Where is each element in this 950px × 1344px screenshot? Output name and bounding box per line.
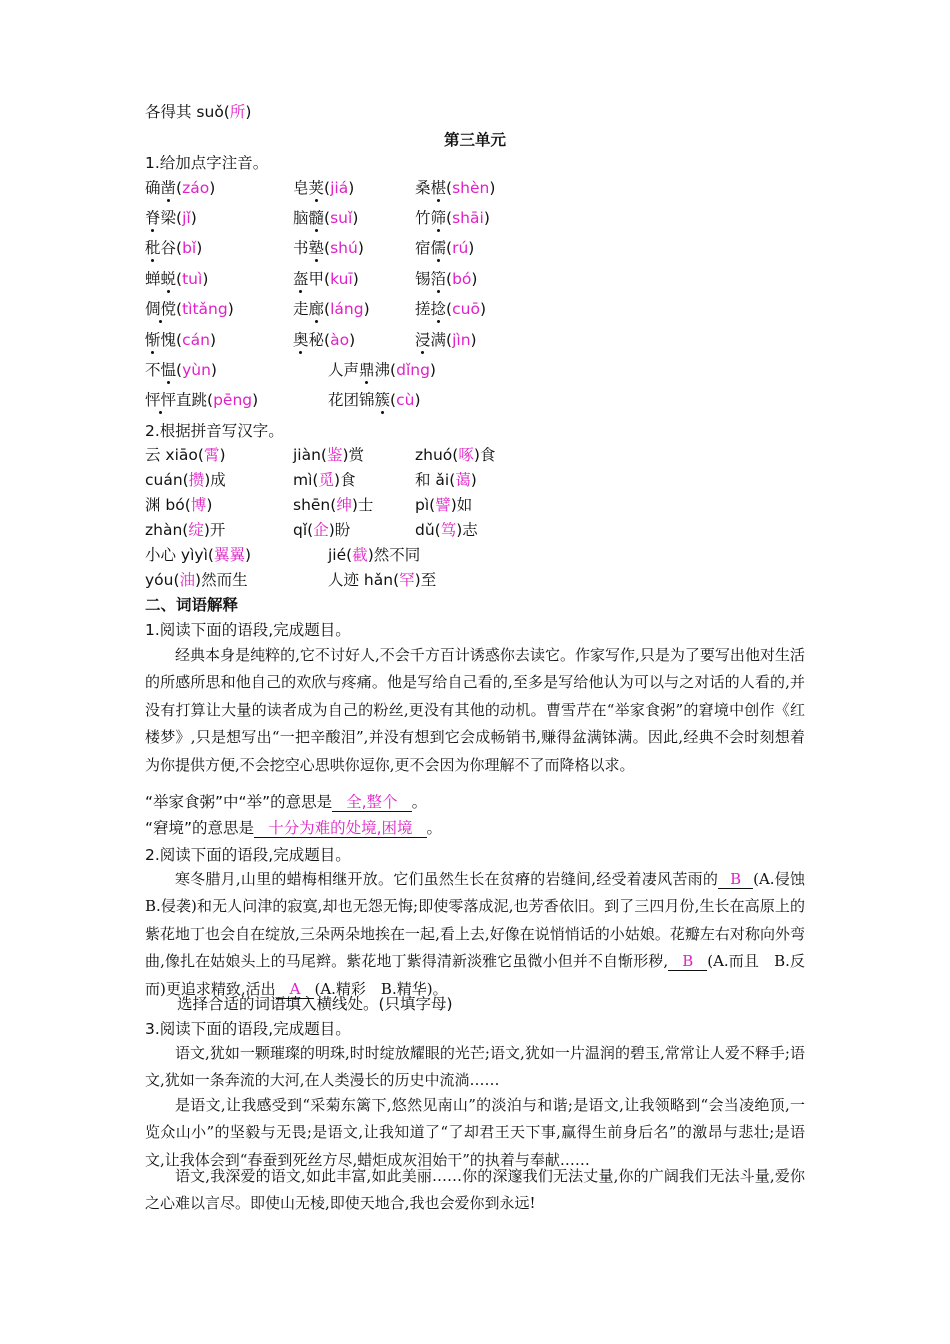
answer: 截 xyxy=(352,546,368,564)
pinyin-item: cuán(攒)成 xyxy=(145,471,226,489)
phonetic-item: 锡箔(bó) xyxy=(415,270,478,288)
s2q1-paragraph: 经典本身是纯粹的,它不讨好人,不会千方百计诱惑你去读它。作家写作,只是为了要写出他对生活的所感所思和他自己的欢欣与疼痛。他是写给自己看的,至多是写给他认为可以与之对话的人看的,并没有打算让大量的读者成为自己的粉丝,更没有其他的动机。曹雪芹在“举家食粥”的窘境中创作《红楼梦》,只是想写出“一把辛酸泪”,并没有想到它会成畅销书,赚得盆满钵满。因此,经典不会时刻想着为你提供方便,不会挖空心思哄你逗你,更不会因为你理解不了而降格以求。 xyxy=(145,646,805,774)
phonetic-item: 惭愧(cán) xyxy=(145,331,217,349)
s2q1-title: 1.阅读下面的语段,完成题目。 xyxy=(145,621,351,639)
s2q3-paragraph3: 语文,我深爱的语文,如此丰富,如此美丽……你的深邃我们无法丈量,你的广阔我们无法斗量,爱你之心难以言尽。即使山无棱,即使天地合,我也会爱你到永远! xyxy=(145,1167,805,1213)
dotted-char: 奥 xyxy=(293,331,309,349)
pinyin-item: mì(觅)食 xyxy=(293,471,356,489)
answer: pēng xyxy=(213,391,253,409)
dotted-char: 惭 xyxy=(145,331,161,349)
answer: 绽 xyxy=(188,521,204,539)
pinyin-item: dǔ(笃)志 xyxy=(415,521,478,539)
phonetic-item: 秕谷(bǐ) xyxy=(145,239,203,257)
dotted-char: 捻 xyxy=(430,300,447,318)
s2q1-answer2: “窘境”的意思是 十分为难的处境,困境 。 xyxy=(145,819,443,837)
answer: 霄 xyxy=(203,446,220,464)
pinyin-item: 云 xiāo(霄) xyxy=(145,446,226,464)
phonetic-item: 皂荚(jiá) xyxy=(293,179,355,197)
pinyin-item: qǐ(企)盼 xyxy=(293,521,351,539)
dotted-char: 怦怦 xyxy=(145,391,177,409)
answer: jǐ xyxy=(182,209,191,227)
dotted-char: 廊 xyxy=(308,300,325,318)
dotted-char: 髓 xyxy=(308,209,325,227)
top-line: 各得其 suǒ(所) xyxy=(145,103,252,121)
pinyin-item: shēn(绅)士 xyxy=(293,496,374,514)
s2q3-title: 3.阅读下面的语段,完成题目。 xyxy=(145,1020,351,1038)
dotted-char: 儒 xyxy=(430,239,447,257)
answer: bó xyxy=(452,270,472,288)
dotted-char: 凿 xyxy=(160,179,177,197)
q1-title: 1.给加点字注音。 xyxy=(145,154,269,172)
phonetic-item: 浸满(jìn) xyxy=(415,331,477,349)
answer: 博 xyxy=(190,496,207,514)
answer: cán xyxy=(182,331,210,349)
dotted-char: 盔 xyxy=(293,270,309,288)
answer: 笃 xyxy=(440,521,457,539)
answer: cù xyxy=(396,391,415,409)
s2q3-paragraph2: 是语文,让我感受到“采菊东篱下,悠然见南山”的淡泊与和谐;是语文,让我领略到“会当凌绝顶,一览众山小”的坚毅与无畏;是语文,让我知道了“了却君王天下事,赢得生前身后名”的激昂与悲壮;是语文,让我体会到“春蚕到死丝方尽,蜡炬成灰泪始干”的执着与奉献…… xyxy=(145,1096,805,1169)
dotted-char: 鼎 xyxy=(359,361,375,379)
answer: bǐ xyxy=(182,239,197,257)
dotted-char: 脊 xyxy=(145,209,161,227)
answer: B xyxy=(668,952,707,971)
answer: A xyxy=(276,980,315,999)
answer: shāi xyxy=(452,209,484,227)
phonetic-item: 脊梁(jǐ) xyxy=(145,209,197,227)
dotted-char: 蜕 xyxy=(160,270,177,288)
answer: 啄 xyxy=(458,446,474,464)
s2q2-note: 选择合适的词语填入横线处。(只填字母) xyxy=(177,995,453,1013)
dotted-char: 愠 xyxy=(160,361,177,379)
phonetic-item: 搓捻(cuō) xyxy=(415,300,486,318)
dotted-char: 椹 xyxy=(430,179,447,197)
s2q1-answer1: “举家食粥”中“举”的意思是 全,整个 。 xyxy=(145,793,428,811)
answer: 譬 xyxy=(435,496,451,514)
answer: 觅 xyxy=(318,471,334,489)
answer: shèn xyxy=(452,179,490,197)
answer: 蔼 xyxy=(455,471,471,489)
answer: ào xyxy=(330,331,350,349)
q2-title: 2.根据拼音写汉字。 xyxy=(145,422,284,440)
answer: rú xyxy=(452,239,469,257)
pinyin-item: 人迹 hǎn(罕)至 xyxy=(328,571,437,589)
pinyin-item: jiàn(鉴)赏 xyxy=(293,446,365,464)
answer: B xyxy=(718,870,753,889)
answer: jiá xyxy=(330,179,349,197)
phonetic-item: 不愠(yùn) xyxy=(145,361,217,379)
answer: láng xyxy=(330,300,364,318)
pinyin-item: zhàn(绽)开 xyxy=(145,521,226,539)
dotted-char: 浸 xyxy=(415,331,431,349)
phonetic-item: 桑椹(shèn) xyxy=(415,179,496,197)
dotted-char: 簇 xyxy=(374,391,391,409)
phonetic-item: 脑髓(suǐ) xyxy=(293,209,359,227)
pinyin-item: 和 ǎi(蔼) xyxy=(415,471,477,489)
pinyin-item: zhuó(啄)食 xyxy=(415,446,496,464)
answer: yùn xyxy=(182,361,211,379)
phonetic-item: 奥秘(ào) xyxy=(293,331,356,349)
answer: 所 xyxy=(229,103,246,121)
answer: 罕 xyxy=(399,571,415,589)
dotted-char: 秕 xyxy=(145,239,161,257)
phonetic-item: 走廊(láng) xyxy=(293,300,370,318)
answer: 企 xyxy=(313,521,329,539)
phonetic-item: 怦怦直跳(pēng) xyxy=(145,391,259,409)
unit-title: 第三单元 xyxy=(443,131,506,149)
phonetic-item: 盔甲(kuī) xyxy=(293,270,359,288)
s2q2-title: 2.阅读下面的语段,完成题目。 xyxy=(145,846,351,864)
pinyin-item: yóu(油)然而生 xyxy=(145,571,248,589)
phonetic-item: 蝉蜕(tuì) xyxy=(145,270,209,288)
pinyin-item: 小心 yìyì(翼翼) xyxy=(145,546,252,564)
s2q2-paragraph: 寒冬腊月,山里的蜡梅相继开放。它们虽然生长在贫瘠的岩缝间,经受着凄风苦雨的 B (A.侵蚀 B.侵袭)和无人问津的寂寞,却也无怨无悔;即使零落成泥,也芳香依旧。到了三四月份,生长在高原上的紫花地丁也会自在绽放,三朵两朵地挨在一起,看上去,好像在说悄悄话的小姑娘。花瓣左右对称向外弯曲,像扎在姑娘头上的马尾辫。紫花地丁紫得清新淡雅它虽微小但并不自惭形秽, B (A.而且 B.反而)更追求精致,活出 A (A.精彩 B.精华)。 xyxy=(145,870,821,998)
answer: 全,整个 xyxy=(332,793,411,812)
phonetic-item: 花团锦簇(cù) xyxy=(328,391,421,409)
dotted-char: 荚 xyxy=(308,179,325,197)
answer: 攒 xyxy=(188,471,205,489)
phonetic-item: 人声鼎沸(dǐng) xyxy=(328,361,436,379)
phonetic-item: 书塾(shú) xyxy=(293,239,364,257)
answer: 十分为难的处境,困境 xyxy=(254,819,426,838)
answer: záo xyxy=(182,179,210,197)
phonetic-item: 确凿(záo) xyxy=(145,179,216,197)
answer: dǐng xyxy=(396,361,430,379)
answer: jìn xyxy=(452,331,471,349)
pinyin-item: 渊 bó(博) xyxy=(145,496,213,514)
dotted-char: 箔 xyxy=(430,270,447,288)
section2-title: 二、词语解释 xyxy=(145,596,239,614)
phonetic-item: 宿儒(rú) xyxy=(415,239,475,257)
phonetic-item: 竹筛(shāi) xyxy=(415,209,490,227)
pinyin-item: jié(截)然不同 xyxy=(328,546,421,564)
pinyin-item: pì(譬)如 xyxy=(415,496,473,514)
answer: cuō xyxy=(452,300,480,318)
answer: 翼翼 xyxy=(213,546,245,564)
answer: shú xyxy=(330,239,358,257)
s2q3-paragraph1: 语文,犹如一颗璀璨的明珠,时时绽放耀眼的光芒;语文,犹如一片温润的碧玉,常常让人爱不释手;语文,犹如一条奔流的大河,在人类漫长的历史中流淌…… xyxy=(145,1044,805,1090)
answer: suǐ xyxy=(330,209,353,227)
answer: kuī xyxy=(330,270,353,288)
answer: tìtǎng xyxy=(182,300,228,318)
answer: 油 xyxy=(179,571,196,589)
answer: 绅 xyxy=(336,496,352,514)
dotted-char: 塾 xyxy=(308,239,325,257)
dotted-char: 倜傥 xyxy=(145,300,177,318)
dotted-char: 筛 xyxy=(430,209,447,227)
answer: 鉴 xyxy=(326,446,343,464)
phonetic-item: 倜傥(tìtǎng) xyxy=(145,300,234,318)
answer: tuì xyxy=(182,270,203,288)
